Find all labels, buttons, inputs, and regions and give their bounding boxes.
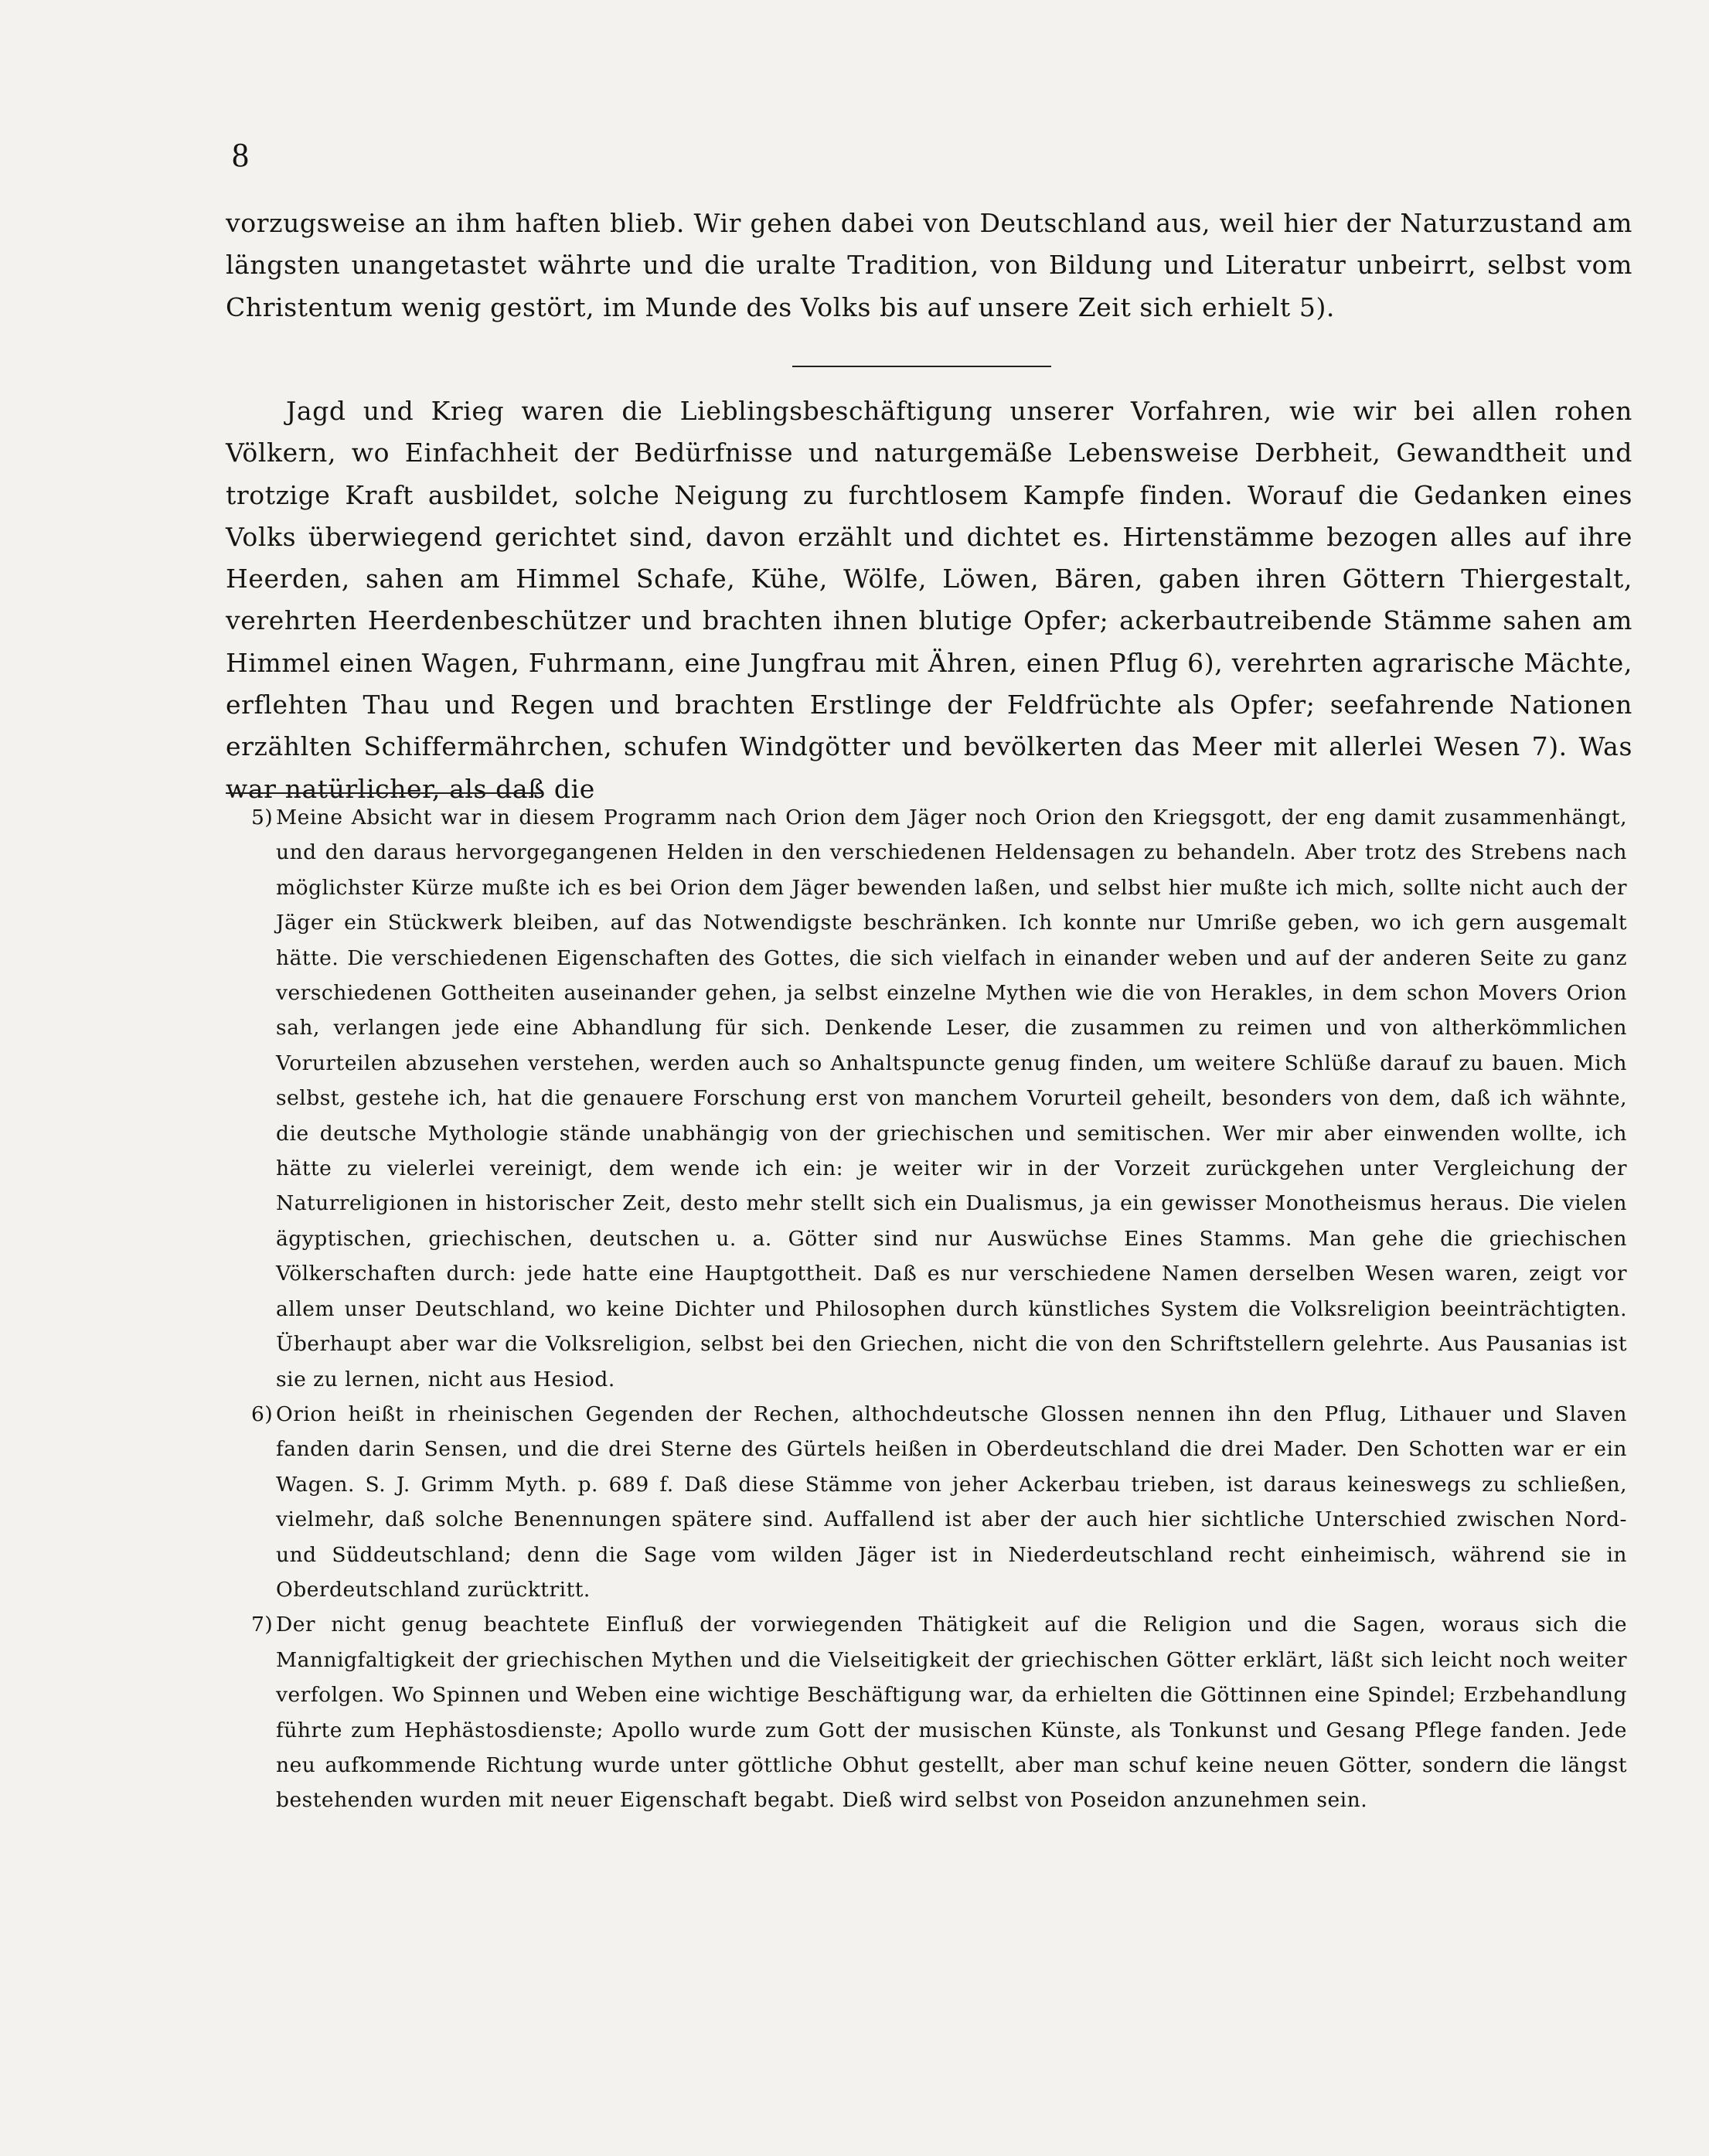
footnotes: [251, 800, 1627, 1818]
footnote-number: 7): [251, 1613, 274, 1637]
footnote-text: Orion heißt in rheinischen Gegenden der Rechen, althochdeutsche Glossen nennen ihn den Pflug, Lithauer und Slaven fanden darin Sensen, und die drei Sterne des Gürtels heißen in Oberdeutschland die drei Mader. Den Schotten war er ein Wagen. S. J. Grimm Myth. p. 689 f. Daß diese Stämme von jeher Ackerbau trieben, ist daraus keineswegs zu schließen, vielmehr, daß solche Benennungen spätere sind. Auffallend ist aber der auch hier sichtliche Unterschied zwischen Nord- und Süddeutschland; denn die Sage vom wilden Jäger ist in Niederdeutschland recht einheimisch, während sie in Oberdeutschland zurücktritt.: [276, 1402, 1627, 1602]
paragraph-1: vorzugsweise an ihm haften blieb. Wir gehen dabei von Deutschland aus, weil hier der Naturzustand am längsten unangetastet währte und die uralte Tradition, von Bildung und Literatur unbeirrt, selbst vom Christentum wenig gestört, im Munde des Volks bis auf unsere Zeit sich erhielt 5).: [226, 208, 1632, 322]
footnote-divider: [226, 792, 543, 794]
footnote-text: Der nicht genug beachtete Einfluß der vorwiegenden Thätigkeit auf die Religion und die Sagen, woraus sich die Mannigfaltigkeit der griechischen Mythen und die Vielseitigkeit der griechischen Götter erklärt, läßt sich leicht noch weiter verfolgen. Wo Spinnen und Weben eine wichtige Beschäftigung war, da erhielten die Göttinnen eine Spindel; Erzbehandlung führte zum Hephästosdienste; Apollo wurde zum Gott der musischen Künste, als Tonkunst und Gesang Pflege fanden. Jede neu aufkommende Richtung wurde unter göttliche Obhut gestellt, aber man schuf keine neuen Götter, sondern die längst bestehenden wurden mit neuer Eigenschaft begabt. Dieß wird selbst von Poseidon anzunehmen sein.: [276, 1613, 1627, 1813]
page-number: 8: [232, 136, 249, 174]
main-text-continued: [226, 390, 1632, 810]
footnote-6: [251, 1397, 1627, 1607]
main-text: [226, 203, 1632, 329]
footnote-number: 5): [251, 806, 274, 829]
paragraph-2: Jagd und Krieg waren die Lieblingsbeschäftigung unserer Vorfahren, wie wir bei allen rohen Völkern, wo Einfachheit der Bedürfnisse und naturgemäße Lebensweise Derbheit, Gewandtheit und trotzige Kraft ausbildet, solche Neigung zu furchtlosem Kampfe finden. Worauf die Gedanken eines Volks überwiegend gerichtet sind, davon erzählt und dichtet es. Hirtenstämme bezogen alles auf ihre Heerden, sahen am Himmel Schafe, Kühe, Wölfe, Löwen, Bären, gaben ihren Göttern Thiergestalt, verehrten Heerdenbeschützer und brachten ihnen blutige Opfer; ackerbautreibende Stämme sahen am Himmel einen Wagen, Fuhrmann, eine Jungfrau mit Ähren, einen Pflug 6), verehrten agrarische Mächte, erflehten Thau und Regen und brachten Erstlinge der Feldfrüchte als Opfer; seefahrende Nationen erzählten Schiffermährchen, schufen Windgötter und bevölkerten das Meer mit allerlei Wesen 7). Was war natürlicher, als daß die: [226, 396, 1632, 804]
footnote-7: [251, 1607, 1627, 1817]
footnote-number: 6): [251, 1402, 274, 1426]
footnote-text: Meine Absicht war in diesem Programm nach Orion dem Jäger noch Orion den Kriegsgott, der eng damit zusammenhängt, und den daraus hervorgegangenen Helden in den verschiedenen Heldensagen zu behandeln. Aber trotz des Strebens nach möglichster Kürze mußte ich es bei Orion dem Jäger bewenden laßen, und selbst hier mußte ich mich, sollte nicht auch der Jäger ein Stückwerk bleiben, auf das Notwendigste beschränken. Ich konnte nur Umriße geben, wo ich gern ausgemalt hätte. Die verschiedenen Eigenschaften des Gottes, die sich vielfach in einander weben und auf der anderen Seite zu ganz verschiedenen Gottheiten auseinander gehen, ja selbst einzelne Mythen wie die von Herakles, in dem schon Movers Orion sah, verlangen jede eine Abhandlung für sich. Denkende Leser, die zusammen zu reimen und von altherkömmlichen Vorurteilen abzusehen verstehen, werden auch so Anhaltspuncte genug finden, um weitere Schlüße darauf zu bauen. Mich selbst, gestehe ich, hat die genauere Forschung erst von manchem Vorurteil geheilt, besonders von dem, daß ich wähnte, die deutsche Mythologie stände unabhängig von der griechischen und semitischen. Wer mir aber einwenden wollte, ich hätte zu vielerlei vereinigt, dem wende ich ein: je weiter wir in der Vorzeit zurückgehen unter Vergleichung der Naturreligionen in historischer Zeit, desto mehr stellt sich ein Dualismus, ja ein gewisser Monotheismus heraus. Die vielen ägyptischen, griechischen, deutschen u. a. Götter sind nur Auswüchse Eines Stamms. Man gehe die griechischen Völkerschaften durch: jede hatte eine Hauptgottheit. Daß es nur verschiedene Namen derselben Wesen waren, zeigt vor allem unser Deutschland, wo keine Dichter und Philosophen durch künstliches System die Volksreligion beeinträchtigten. Überhaupt aber war die Volksreligion, selbst bei den Griechen, nicht die von den Schriftstellern gelehrte. Aus Pausanias ist sie zu lernen, nicht aus Hesiod.: [276, 806, 1627, 1391]
footnote-5: [251, 800, 1627, 1397]
section-divider: [792, 366, 1051, 367]
